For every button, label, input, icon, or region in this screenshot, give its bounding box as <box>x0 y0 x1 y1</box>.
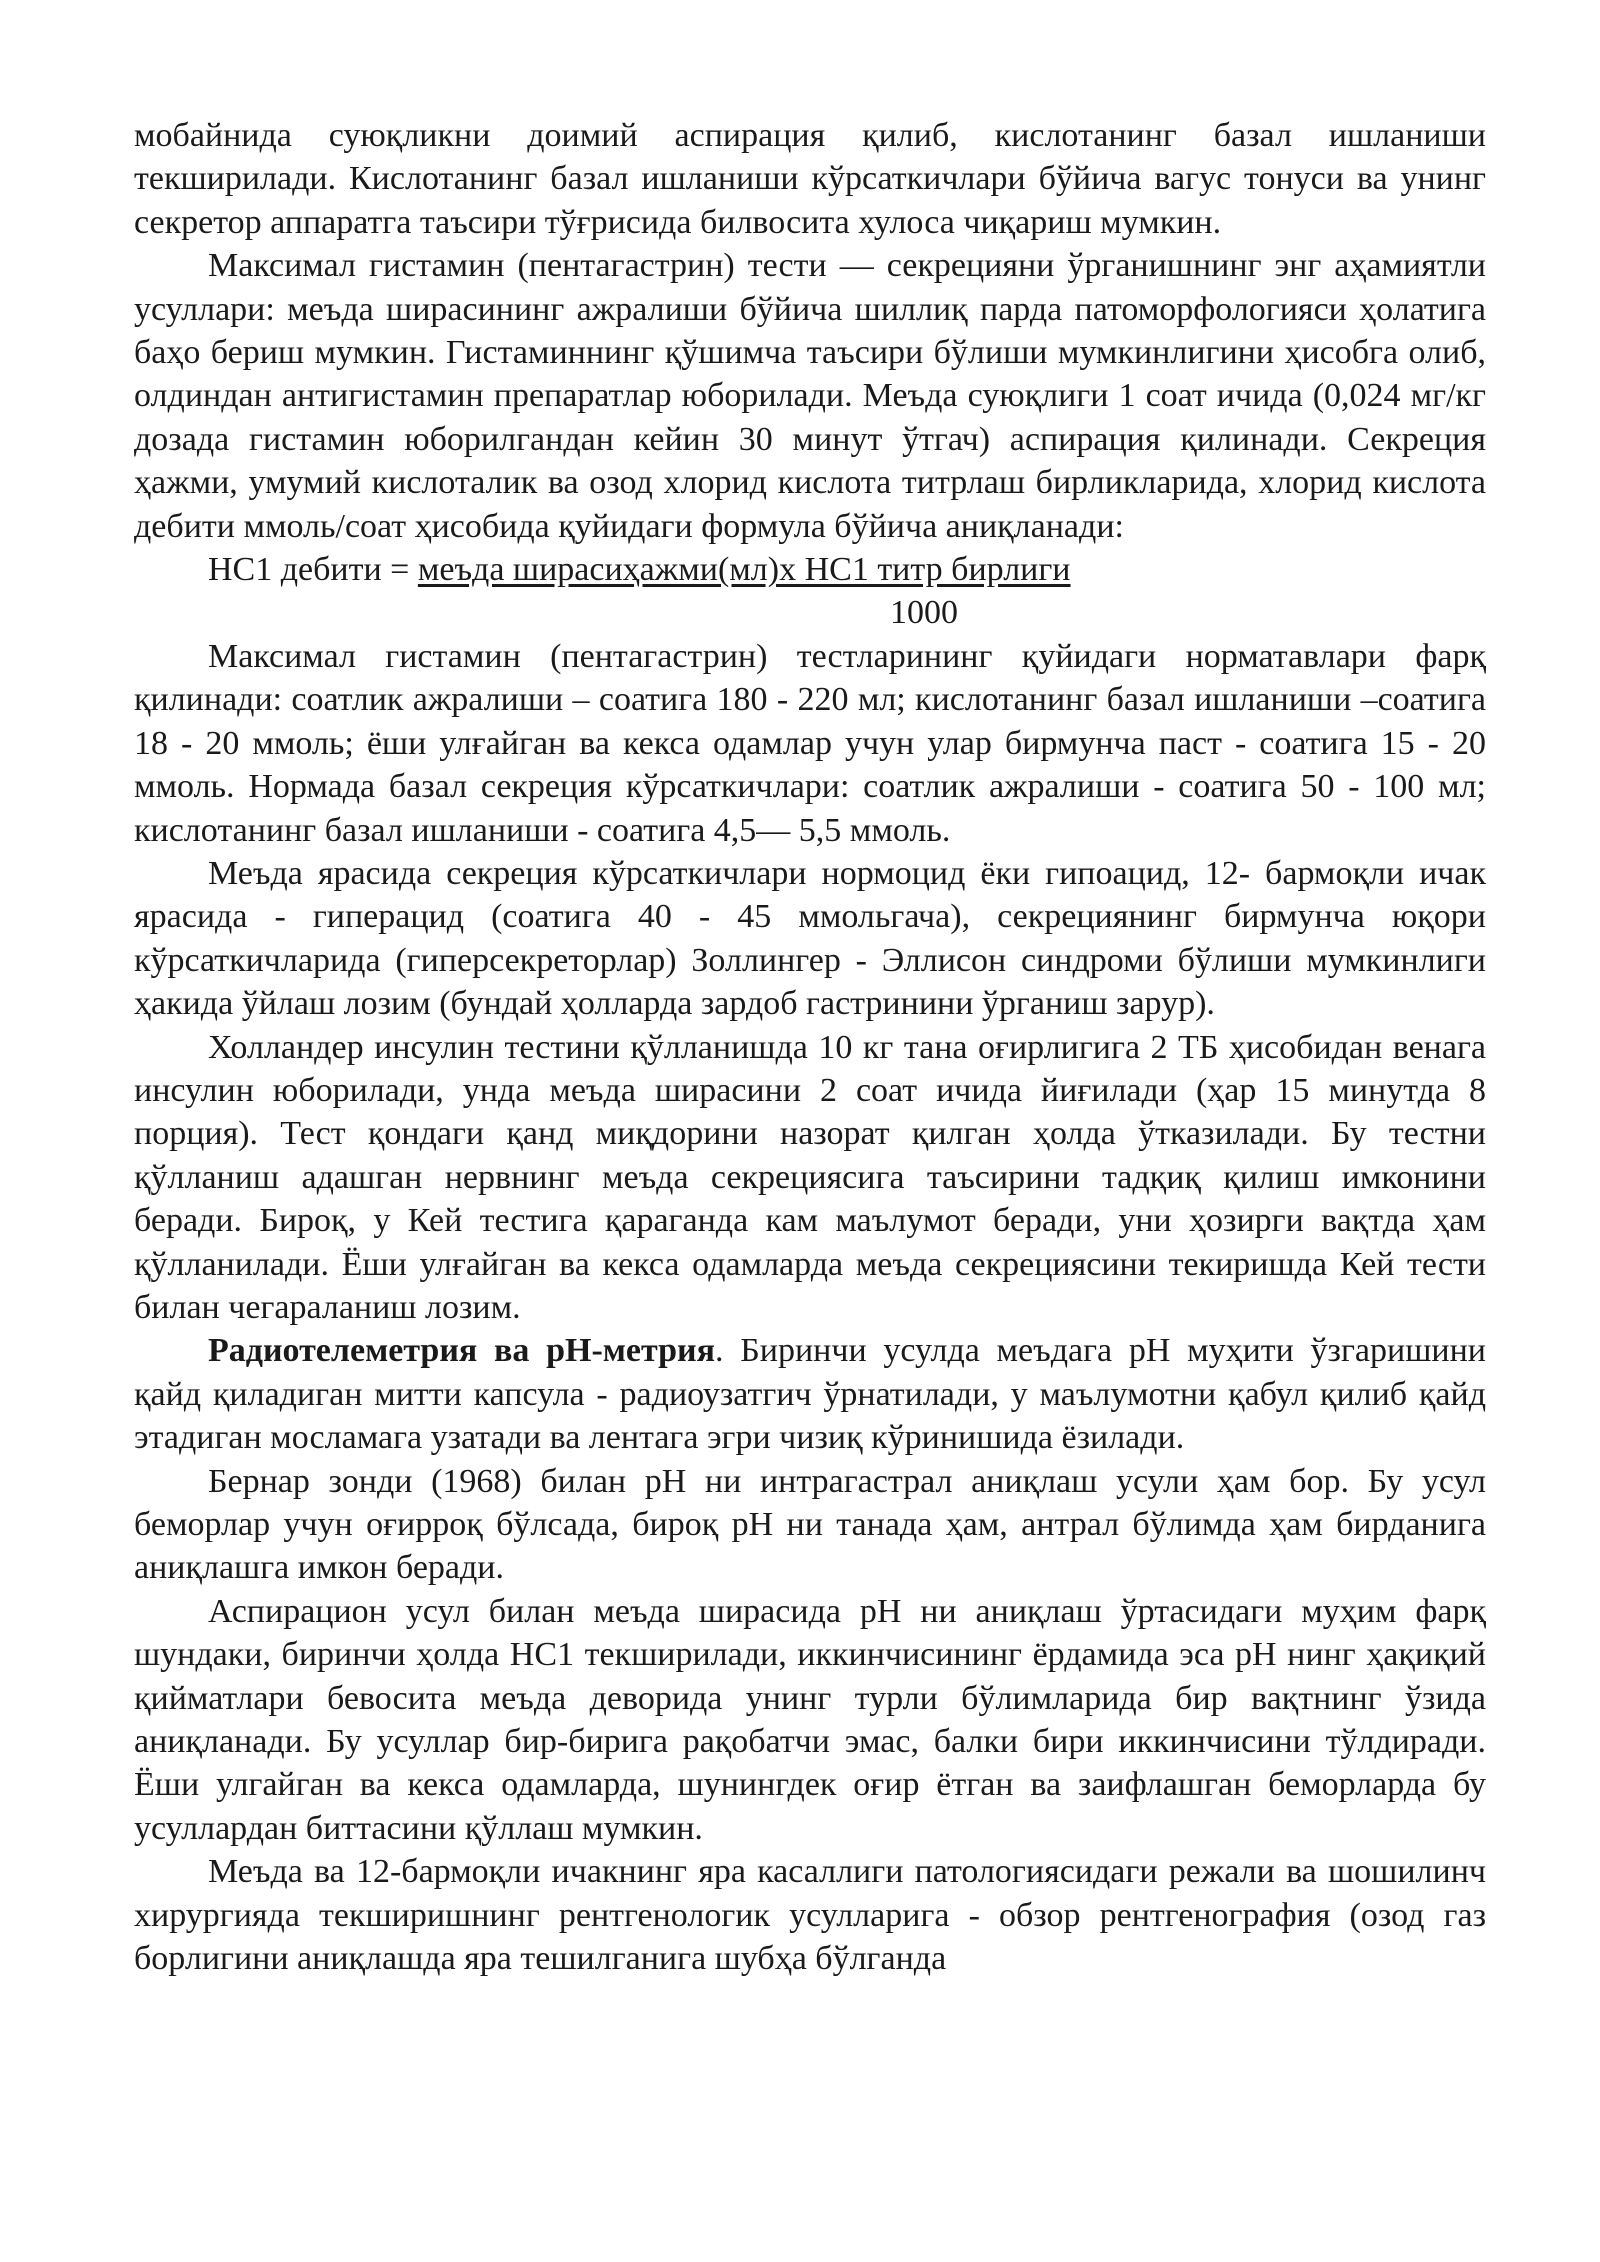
formula-left: НС1 дебити = <box>208 551 418 589</box>
paragraph-aspiration-vs-ph: Аспирацион усул билан меъда ширасида рН ни аниқлаш ўртасидаги муҳим фарқ шундаки, биринчи ҳолда НС1 текширилади, иккинчисининг ёрдамида эса рН нинг ҳақиқий қийматлари бевосита меъда деворида унинг турли бўлимларида бир вақтнинг ўзида аниқланади. Бу усуллар бир-бирига рақобатчи эмас, балки бири иккинчисини тўлдиради. Ёши улгайган ва кекса одамларда, шунингдек оғир ётган ва заифлашган беморларда бу усуллардан биттасини қўллаш мумкин. <box>134 1592 1486 1847</box>
hcl-debit-formula <box>134 548 1486 591</box>
radiotelemetry-text: . Биринчи усулда меъдага рН муҳити ўзгаришини қайд қиладиган митти капсула - радиоузатгич ўрнатилади, у маълумотни қабул қилиб қайд этадиган мосламага узатади ва лентага эгри чизиқ кўринишида ёзилади. <box>134 1332 1486 1457</box>
paragraph-radiotelemetry <box>134 1329 1486 1459</box>
radiotelemetry-heading: Радиотелеметрия ва рН-метрия <box>208 1332 716 1370</box>
paragraph-bernard-probe: Бернар зонди (1968) билан рН ни интрагастрал аниқлаш усули ҳам бор. Бу усул беморлар учун оғирроқ бўлсада, бироқ рН ни танада ҳам, антрал бўлимда ҳам бирданига аниқлашга имкон беради. <box>134 1462 1486 1587</box>
paragraph-aspiration-end: мобайнида суюқликни доимий аспирация қилиб, кислотанинг базал ишланиши текширилади. Кислотанинг базал ишланиши кўрсаткичлари бўйича вагус тонуси ва унинг секретор аппаратга таъсири тўғрисида билвосита хулоса чиқариш мумкин. <box>134 117 1486 241</box>
paragraph-hollander-test: Холландер инсулин тестини қўлланишда 10 кг тана оғирлигига 2 ТБ ҳисобидан венага инсулин юборилади, унда меъда ширасини 2 соат ичида йиғилади (ҳар 15 минутда 8 порция). Тест қондаги қанд миқдорини назорат қилган ҳолда ўтказилади. Бу тестни қўлланиш адашган нервнинг меъда секрециясига таъсирини тадқиқ қилиш имконини беради. Бироқ, у Кей тестига қараганда кам маълумот беради, уни ҳозирги вақтда ҳам қўлланилади. Ёши улғайган ва кекса одамларда меъда секрециясини текиришда Кей тести билан чегараланиш лозим. <box>134 1028 1486 1326</box>
document-page <box>134 114 1486 1980</box>
paragraph-histamine-norms: Максимал гистамин (пентагастрин) тестларининг қуйидаги норматавлари фарқ қилинади: соатлик ажралиши – соатига 180 - 220 мл; кислотанинг базал ишланиши –соатига 18 - 20 ммоль; ёши улғайган ва кекса одамлар учун улар бирмунча паст - соатига 15 - 20 ммоль. Нормада базал секреция кўрсаткичлари: соатлик ажралиши - соатига 50 - 100 мл; кислотанинг базал ишланиши - соатига 4,5— 5,5 ммоль. <box>134 637 1486 849</box>
formula-denominator: 1000 <box>890 594 958 632</box>
paragraph-ulcer-secretion: Меъда ярасида секреция кўрсаткичлари нормоцид ёки гипоацид, 12- бармоқли ичак ярасида - гиперацид (соатига 40 - 45 ммольгача), секрециянинг бирмунча юқори кўрсаткичларида (гиперсекреторлар) Золлингер - Эллисон синдроми бўлиши мумкинлиги ҳакида ўйлаш лозим (бундай ҳолларда зардоб гастринини ўрганиш зарур). <box>134 854 1486 1023</box>
paragraph-radiology-methods: Меъда ва 12-бармоқли ичакнинг яра касаллиги патологиясидаги режали ва шошилинч хирургияда текширишнинг рентгенологик усулларига - обзор рентгенография (озод газ борлигини аниқлашда яра тешилганига шубҳа бўлганда <box>134 1853 1486 1978</box>
paragraph-histamine-test: Максимал гистамин (пентагастрин) тести — секрецияни ўрганишнинг энг аҳамиятли усуллари: меъда ширасининг ажралиши бўйича шиллиқ парда патоморфологияси ҳолатига баҳо бериш мумкин. Гистаминнинг қўшимча таъсири бўлиши мумкинлигини ҳисобга олиб, олдиндан антигистамин препаратлар юборилади. Меъда суюқлиги 1 соат ичида (0,024 мг/кг дозада гистамин юборилгандан кейин 30 минут ўтгач) аспирация қилинади. Секреция ҳажми, умумий кислоталик ва озод хлорид кислота титрлаш бирликларида, хлорид кислота дебити ммоль/соат ҳисобида қуйидаги формула бўйича аниқланади: <box>134 247 1486 545</box>
formula-numerator: меъда ширасиҳажми(мл)х НС1 титр бирлиги <box>417 551 1071 589</box>
